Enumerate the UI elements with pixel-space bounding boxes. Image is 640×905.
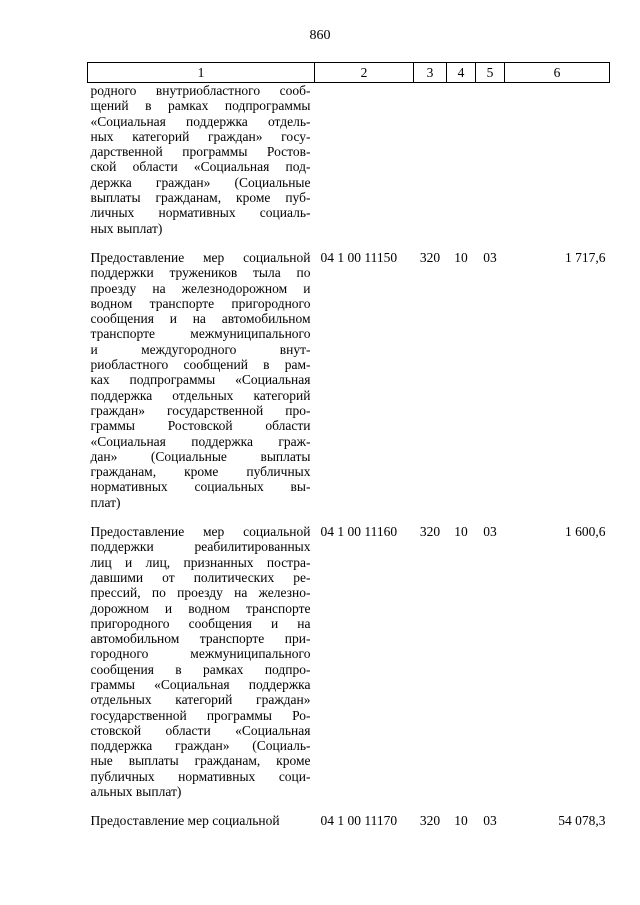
description-line: давшими от политических ре- (90, 569, 311, 585)
description-line: поддержки реабилитированных (90, 539, 311, 555)
description-line: автомобильном транспорте при- (90, 631, 311, 647)
description-line: держка граждан» (Социальные (90, 174, 311, 190)
description-line: и междугородного внут- (90, 341, 311, 357)
table-header (88, 63, 610, 83)
description-line: дорожном и водном транспорте (90, 600, 311, 616)
description-line: городного межмуниципального (90, 646, 311, 662)
row-pr: 03 (483, 249, 497, 265)
header-col-6: 6 (505, 63, 610, 83)
page-number: 860 (309, 28, 331, 43)
row-code (315, 83, 414, 250)
row-rz: 10 (454, 813, 468, 829)
row-sum: 1 600,6 (565, 524, 606, 540)
row-sum: 54 078,3 (558, 813, 606, 829)
table-row (88, 524, 610, 813)
row-rz (447, 83, 476, 250)
description-line: граммы «Социальная поддержка (90, 676, 311, 692)
description-line: гражданам, кроме публичных (90, 464, 311, 480)
description-line: ской области «Социальная под- (90, 159, 311, 175)
row-description (88, 83, 315, 250)
description-line: выплаты гражданам, кроме пуб- (90, 190, 311, 206)
description-line: стовской области «Социальная (90, 722, 311, 738)
table-row (88, 813, 610, 843)
budget-table (87, 62, 610, 843)
description-line: «Социальная поддержка граж- (90, 433, 311, 449)
row-vr: 320 (419, 524, 441, 540)
row-rz: 10 (454, 524, 468, 540)
description-line: пригородного сообщения и на (90, 615, 311, 631)
description-line: Предоставление мер социальной (90, 524, 311, 540)
description-line: нормативных социальных вы- (90, 479, 311, 495)
description-line: проезду на железнодорожном и (90, 280, 311, 296)
row-description (88, 524, 315, 813)
description-line: дарственной программы Ростов- (90, 144, 311, 160)
description-line: родного внутриобластного сооб- (90, 83, 311, 98)
description-line: дан» (Социальные выплаты (90, 448, 311, 464)
description-line: щений в рамках подпрограммы (90, 98, 311, 114)
row-code: 04 1 00 11150 (320, 249, 398, 265)
description-line: граммы Ростовской области (90, 418, 311, 434)
description-line: водном транспорте пригородного (90, 295, 311, 311)
description-line: плат) (90, 494, 121, 510)
row-rz: 10 (454, 249, 468, 265)
description-line: «Социальная поддержка отдель- (90, 113, 311, 129)
description-line: ках подпрограммы «Социальная (90, 372, 311, 388)
row-code: 04 1 00 11160 (320, 524, 398, 540)
header-col-3: 3 (414, 63, 447, 83)
description-line: поддержки тружеников тыла по (90, 265, 311, 281)
header-col-4: 4 (447, 63, 476, 83)
description-line: публичных нормативных соци- (90, 768, 311, 784)
table-row (88, 250, 610, 524)
row-vr (414, 83, 447, 250)
description-line: отдельных категорий граждан» (90, 692, 311, 708)
description-line: транспорте межмуниципального (90, 326, 311, 342)
description-line: поддержка отдельных категорий (90, 387, 311, 403)
row-vr: 320 (419, 249, 441, 265)
header-col-5: 5 (476, 63, 505, 83)
description-line: риобластного сообщений в рам- (90, 357, 311, 373)
description-line: граждан» государственной про- (90, 402, 311, 418)
row-sum (505, 83, 610, 250)
description-line: сообщения и на автомобильном (90, 311, 311, 327)
description-line: ные выплаты гражданам, кроме (90, 753, 311, 769)
row-description (88, 250, 315, 524)
description-line: ных категорий граждан» госу- (90, 128, 311, 144)
row-vr: 320 (419, 813, 441, 829)
header-col-1: 1 (88, 63, 315, 83)
description-line: личных нормативных социаль- (90, 205, 311, 221)
row-code: 04 1 00 11170 (320, 813, 398, 829)
row-sum: 1 717,6 (565, 249, 606, 265)
header-col-2: 2 (315, 63, 414, 83)
description-line: Предоставление мер социальной (90, 813, 280, 829)
row-pr (476, 83, 505, 250)
description-line: Предоставление мер социальной (90, 249, 311, 265)
description-line: государственной программы Ро- (90, 707, 311, 723)
description-line: сообщения в рамках подпро- (90, 661, 311, 677)
description-line: ных выплат) (90, 220, 163, 236)
row-pr: 03 (483, 524, 497, 540)
description-line: лиц и лиц, признанных постра- (90, 554, 311, 570)
row-pr: 03 (483, 813, 497, 829)
row-description (88, 813, 315, 843)
description-line: поддержка граждан» (Социаль- (90, 738, 311, 754)
description-line: альных выплат) (90, 784, 182, 800)
description-line: прессий, по проезду на железно- (90, 585, 311, 601)
table-row (88, 83, 610, 250)
